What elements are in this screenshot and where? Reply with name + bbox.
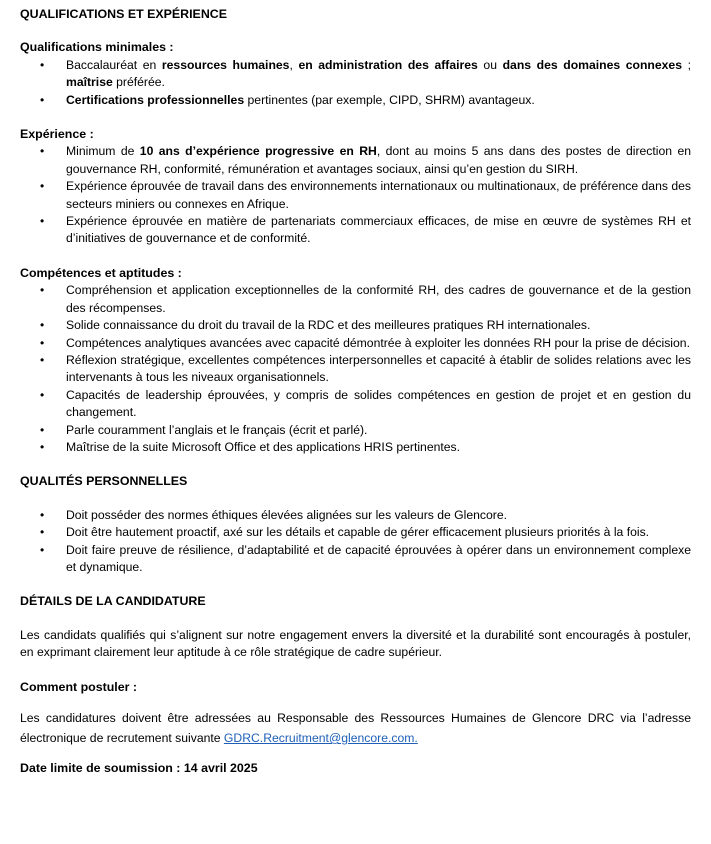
minimum-qualifications-list [20, 57, 691, 109]
list-item: • Parle couramment l’anglais et le français (écrit et parlé). [20, 422, 691, 439]
list-item: • Capacités de leadership éprouvées, y compris de solides compétences en gestion de projet et en gestion du changement. [20, 387, 691, 422]
list-item: • Baccalauréat en ressources humaines, en administration des affaires ou dans des domaines connexes ; maîtrise préférée. [20, 57, 691, 92]
minimum-qualifications-heading: Qualifications minimales : [20, 40, 174, 55]
recruitment-email-link[interactable]: GDRC.Recruitment@glencore.com. [223, 731, 418, 745]
application-text: Les candidats qualifiés qui s’alignent sur notre engagement envers la diversité et la durabilité sont encouragés à postuler, en exprimant clairement leur aptitude à ce rôle stratégique de cadre supérieur. [20, 627, 691, 660]
skills-list [20, 282, 691, 456]
submission-deadline: Date limite de soumission : 14 avril 2025 [20, 761, 258, 775]
list-item: • Doit posséder des normes éthiques élevées alignées sur les valeurs de Glencore. [20, 507, 691, 524]
how-to-apply-text: Les candidatures doivent être adressées au Responsable des Ressources Humaines de Glencore DRC via l’adresse électronique de recrutement suivante GDRC.Recruitment@glencore.com. [20, 711, 691, 745]
list-item: • Solide connaissance du droit du travail de la RDC et des meilleures pratiques RH internationales. [20, 317, 691, 334]
application-details-heading: DÉTAILS DE LA CANDIDATURE [20, 594, 206, 609]
how-to-apply-heading: Comment postuler : [20, 679, 138, 694]
list-item: • Compétences analytiques avancées avec capacité démontrée à exploiter les données RH pour la prise de décision. [20, 335, 691, 352]
list-item: • Compréhension et application exceptionnelles de la conformité RH, des cadres de gouvernance et de la gestion des récompenses. [20, 282, 691, 317]
list-item: • Doit être hautement proactif, axé sur les détails et capable de gérer efficacement plusieurs priorités à la fois. [20, 524, 691, 541]
personal-qualities-list [20, 507, 691, 577]
list-item: • Maîtrise de la suite Microsoft Office et des applications HRIS pertinentes. [20, 439, 691, 456]
list-item: • Doit faire preuve de résilience, d’adaptabilité et de capacité éprouvées à opérer dans un environnement complexe et dynamique. [20, 542, 691, 577]
experience-heading: Expérience : [20, 127, 94, 142]
list-item: • Expérience éprouvée en matière de partenariats commerciaux efficaces, de mise en œuvre de systèmes RH et d’initiatives de gouvernance et de conformité. [20, 213, 691, 248]
list-item: • Expérience éprouvée de travail dans des environnements internationaux ou multinationaux, de préférence dans des secteurs miniers ou connexes en Afrique. [20, 178, 691, 213]
personal-qualities-heading: QUALITÉS PERSONNELLES [20, 474, 188, 489]
list-item: • Réflexion stratégique, excellentes compétences interpersonnelles et capacité à établir de solides relations avec les intervenants à tous les niveaux organisationnels. [20, 352, 691, 387]
skills-heading: Compétences et aptitudes : [20, 265, 182, 280]
experience-list [20, 143, 691, 247]
section-title-qualifications-experience: QUALIFICATIONS ET EXPÉRIENCE [20, 7, 227, 21]
list-item: • Minimum de 10 ans d’expérience progressive en RH, dont au moins 5 ans dans des postes de direction en gouvernance RH, conformité, rémunération et avantages sociaux, ainsi qu’en gestion du SIRH. [20, 143, 691, 178]
list-item: • Certifications professionnelles pertinentes (par exemple, CIPD, SHRM) avantageux. [20, 92, 691, 109]
